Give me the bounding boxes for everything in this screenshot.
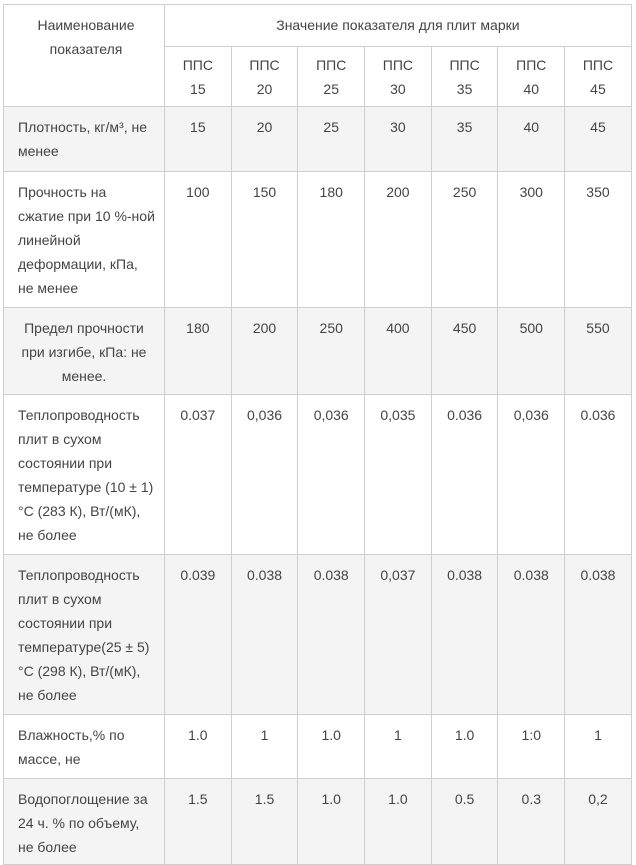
value-cell: 1.0 [431, 715, 498, 779]
grade-cell [565, 47, 632, 107]
value-cell: 500 [498, 308, 565, 395]
value-cell: 0.039 [165, 555, 232, 715]
grade-number: 20 [256, 81, 273, 97]
value-cell: 550 [565, 308, 632, 395]
value-cell: 150 [231, 172, 298, 308]
value-cell: 0.036 [431, 395, 498, 555]
value-cell: 450 [431, 308, 498, 395]
value-cell: 250 [431, 172, 498, 308]
row-label: Теплопроводность плит в сухом состоянии при температуре(25 ± 5)°С (298 К), Вт/(мК), не более [18, 567, 150, 703]
grade-number: 15 [190, 81, 206, 97]
value-cell: 1.5 [165, 779, 232, 865]
table-row-density [4, 107, 632, 172]
row-label: Влажность,% по массе, не [18, 727, 125, 767]
value-cell: 0.038 [298, 555, 365, 715]
table-row-bending-strength [4, 308, 632, 395]
grade-number: 45 [590, 81, 606, 97]
value-cell: 0.037 [165, 395, 232, 555]
value-cell: 25 [298, 107, 365, 172]
grade-cell [231, 47, 298, 107]
value-cell: 0,036 [231, 395, 298, 555]
row-label: Прочность на сжатие при 10 %-ной линейной деформации, кПа, не менее [18, 184, 155, 296]
value-cell: 1:0 [498, 715, 565, 779]
row-label: Плотность, кг/м³, не менее [18, 119, 147, 159]
value-cell: 0,036 [498, 395, 565, 555]
value-cell: 1 [365, 715, 432, 779]
value-cell: 30 [365, 107, 432, 172]
grade-prefix: ППС [582, 57, 614, 73]
row-label-cell [4, 308, 165, 395]
grade-number: 30 [390, 81, 406, 97]
value-cell: 1.0 [365, 779, 432, 865]
row-label-cell [4, 715, 165, 779]
row-label: Предел прочности при изгибе, кПа: не менее. [21, 320, 147, 384]
table-row-water-absorption [4, 779, 632, 865]
value-cell: 45 [565, 107, 632, 172]
grade-cell [165, 47, 232, 107]
grade-number: 40 [523, 81, 540, 97]
value-cell: 0.3 [498, 779, 565, 865]
spec-table [3, 4, 632, 865]
value-cell: 1.5 [231, 779, 298, 865]
value-cell: 250 [298, 308, 365, 395]
grade-prefix: ППС [316, 57, 347, 73]
value-cell: 1.0 [165, 715, 232, 779]
grade-prefix: ППС [516, 57, 547, 73]
grade-number: 25 [323, 81, 339, 97]
value-cell: 180 [165, 308, 232, 395]
row-label-cell [4, 555, 165, 715]
row-label-cell [4, 172, 165, 308]
value-cell: 0,2 [565, 779, 632, 865]
header-group-label: Значение показателя для плит марки [276, 17, 520, 33]
grade-prefix: ППС [182, 57, 213, 73]
row-label: Водопоглощение за 24 ч. % по объему, не более [18, 791, 148, 855]
grade-cell [365, 47, 432, 107]
value-cell: 1.0 [298, 715, 365, 779]
value-cell: 0,035 [365, 395, 432, 555]
value-cell: 350 [565, 172, 632, 308]
value-cell: 0.036 [565, 395, 632, 555]
value-cell: 1.0 [298, 779, 365, 865]
value-cell: 0.038 [565, 555, 632, 715]
table-row-conductivity-10c [4, 395, 632, 555]
value-cell: 200 [231, 308, 298, 395]
row-label-cell [4, 779, 165, 865]
header-row-1 [4, 5, 632, 47]
grade-prefix: ППС [249, 57, 280, 73]
value-cell: 300 [498, 172, 565, 308]
table-row-humidity [4, 715, 632, 779]
table-row-conductivity-25c [4, 555, 632, 715]
value-cell: 20 [231, 107, 298, 172]
value-cell: 0,036 [298, 395, 365, 555]
header-name-cell [4, 5, 165, 107]
value-cell: 0,037 [365, 555, 432, 715]
header-group-cell [165, 5, 632, 47]
grade-cell [498, 47, 565, 107]
value-cell: 0.038 [431, 555, 498, 715]
value-cell: 100 [165, 172, 232, 308]
value-cell: 35 [431, 107, 498, 172]
value-cell: 0.5 [431, 779, 498, 865]
value-cell: 1 [565, 715, 632, 779]
row-label: Теплопроводность плит в сухом состоянии при температуре (10 ± 1) °С (283 К), Вт/(мК), не более [18, 407, 154, 543]
grade-prefix: ППС [449, 57, 480, 73]
grade-cell [298, 47, 365, 107]
value-cell: 0.038 [231, 555, 298, 715]
value-cell: 400 [365, 308, 432, 395]
table-row-compressive-strength [4, 172, 632, 308]
row-label-cell [4, 395, 165, 555]
value-cell: 200 [365, 172, 432, 308]
header-name-label: Наименование показателя [37, 17, 135, 57]
value-cell: 40 [498, 107, 565, 172]
value-cell: 1 [231, 715, 298, 779]
value-cell: 15 [165, 107, 232, 172]
grade-prefix: ППС [382, 57, 414, 73]
grade-number: 35 [456, 81, 473, 97]
grade-cell [431, 47, 498, 107]
value-cell: 0.038 [498, 555, 565, 715]
value-cell: 180 [298, 172, 365, 308]
row-label-cell [4, 107, 165, 172]
